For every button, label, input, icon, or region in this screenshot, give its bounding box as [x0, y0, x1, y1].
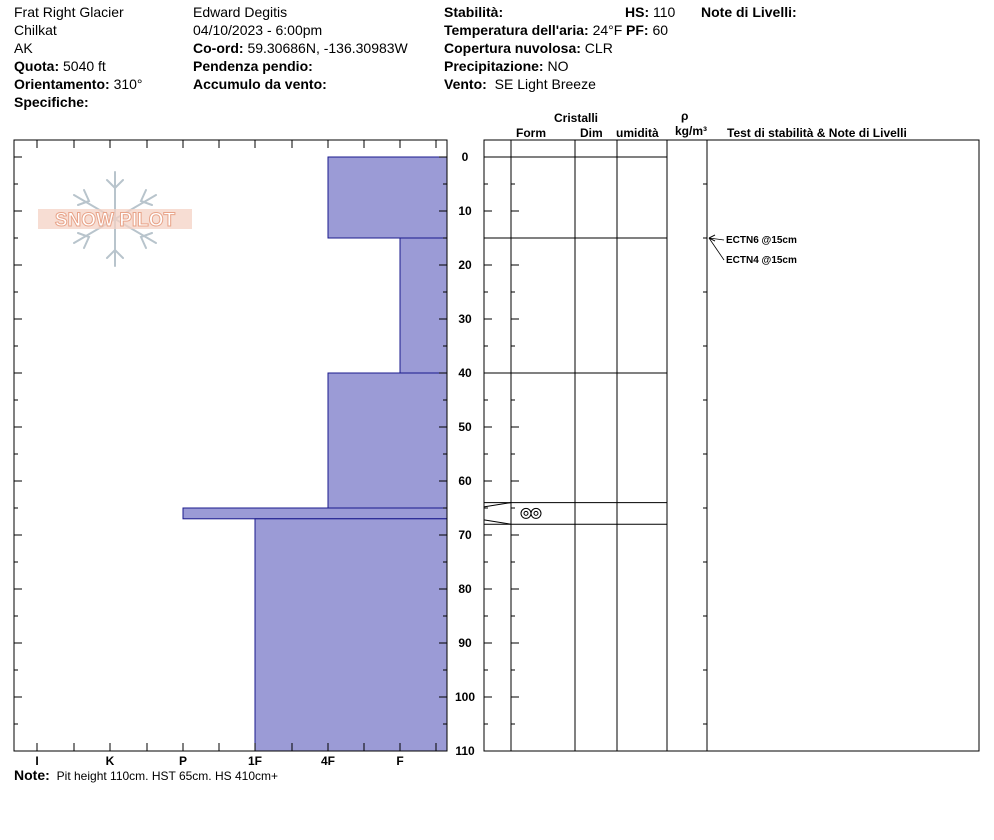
layer-table-frame: [484, 140, 979, 751]
depth-label-70: 70: [458, 528, 472, 542]
size-header: Dim: [580, 126, 603, 140]
wind-speed: Light Breeze: [517, 76, 596, 92]
hardness-bar-4: [255, 519, 447, 751]
logo-text: SNOW PILOT: [54, 210, 176, 231]
observer-name: Edward Degitis: [193, 4, 288, 20]
wind-direction: SE: [494, 76, 514, 92]
sky-value: CLR: [584, 40, 613, 56]
layer-connector: [484, 503, 511, 525]
depth-label-90: 90: [458, 636, 472, 650]
wind-loading-label: Accumulo da vento:: [193, 76, 327, 92]
hardness-bar-1: [400, 238, 447, 373]
air-temp-label: Temperatura dell'aria:: [444, 22, 589, 38]
precip-label: Precipitazione:: [444, 58, 544, 74]
depth-label-0: 0: [461, 150, 469, 164]
depth-label-80: 80: [458, 582, 472, 596]
table-depth-ticks: [484, 157, 707, 751]
elevation-label: Quota:: [14, 58, 60, 74]
density-unit: kg/m³: [675, 124, 708, 138]
specifics-label: Specifiche:: [14, 94, 89, 110]
depth-label-40: 40: [458, 366, 472, 380]
depth-axis-labels: [455, 150, 475, 758]
moisture-header: umidità: [616, 126, 659, 140]
crystals-header: Cristalli: [554, 111, 599, 125]
stability-test-label: ECTN4 @15cm: [726, 255, 797, 266]
depth-label-60: 60: [458, 474, 472, 488]
stability-notes-header: Test di stabilità & Note di Livelli: [727, 126, 907, 140]
state-name: AK: [14, 40, 33, 56]
range-name: Chilkat: [14, 22, 57, 38]
hardness-label-p: P: [178, 754, 188, 768]
coord-value: 59.30686N, -136.30983W: [247, 40, 408, 56]
layer-notes-label: Note di Livelli:: [701, 4, 797, 20]
note-label: Note:: [14, 767, 50, 783]
observation-datetime: 04/10/2023 - 6:00pm: [193, 22, 323, 38]
density-symbol: ρ: [681, 109, 689, 123]
depth-label-50: 50: [458, 420, 472, 434]
top-hardness-ticks: [37, 140, 436, 148]
hardness-label-k: K: [105, 754, 115, 768]
location-name: Frat Right Glacier: [14, 4, 124, 20]
hardness-bar-2: [328, 373, 447, 508]
stability-test-leader: [709, 238, 724, 260]
hardness-bars: [183, 157, 447, 751]
stability-label: Stabilità:: [444, 4, 504, 20]
hardness-bar-0: [328, 157, 447, 238]
precip-value: NO: [547, 58, 569, 74]
melt-forms-icon: [521, 508, 541, 518]
snowpilot-logo: [38, 172, 192, 266]
depth-label-100: 100: [454, 690, 476, 704]
aspect-label: Orientamento:: [14, 76, 110, 92]
hardness-label-4f: 4F: [320, 754, 336, 768]
stability-test-label: ECTN6 @15cm: [726, 235, 797, 246]
depth-label-20: 20: [458, 258, 472, 272]
slope-label: Pendenza pendio:: [193, 58, 313, 74]
aspect-value: 310°: [113, 76, 143, 92]
wind-label: Vento:: [444, 76, 487, 92]
hardness-label-f: F: [396, 754, 404, 768]
depth-label-10: 10: [458, 204, 472, 218]
air-temp-value: 24°F: [592, 22, 623, 38]
pf-value: 60: [652, 22, 669, 38]
form-header: Form: [516, 126, 546, 140]
depth-label-110: 110: [455, 744, 475, 758]
hs-value: 110: [653, 4, 676, 20]
table-column-dividers: [511, 140, 707, 751]
pf-label: PF:: [626, 22, 649, 38]
hardness-label-i: I: [35, 754, 39, 768]
note-text: Pit height 110cm. HST 65cm. HS 410cm+: [56, 769, 278, 783]
elevation-value: 5040 ft: [63, 58, 106, 74]
grain-form-symbols: [521, 508, 541, 518]
hardness-label-1f: 1F: [247, 754, 263, 768]
hardness-bar-3: [183, 508, 447, 519]
depth-label-30: 30: [458, 312, 472, 326]
note-row: [14, 766, 278, 785]
hs-label: HS:: [625, 4, 650, 20]
coord-label: Co-ord:: [193, 40, 244, 56]
sky-label: Copertura nuvolosa:: [444, 40, 581, 56]
stability-test-annotations: [709, 235, 797, 266]
